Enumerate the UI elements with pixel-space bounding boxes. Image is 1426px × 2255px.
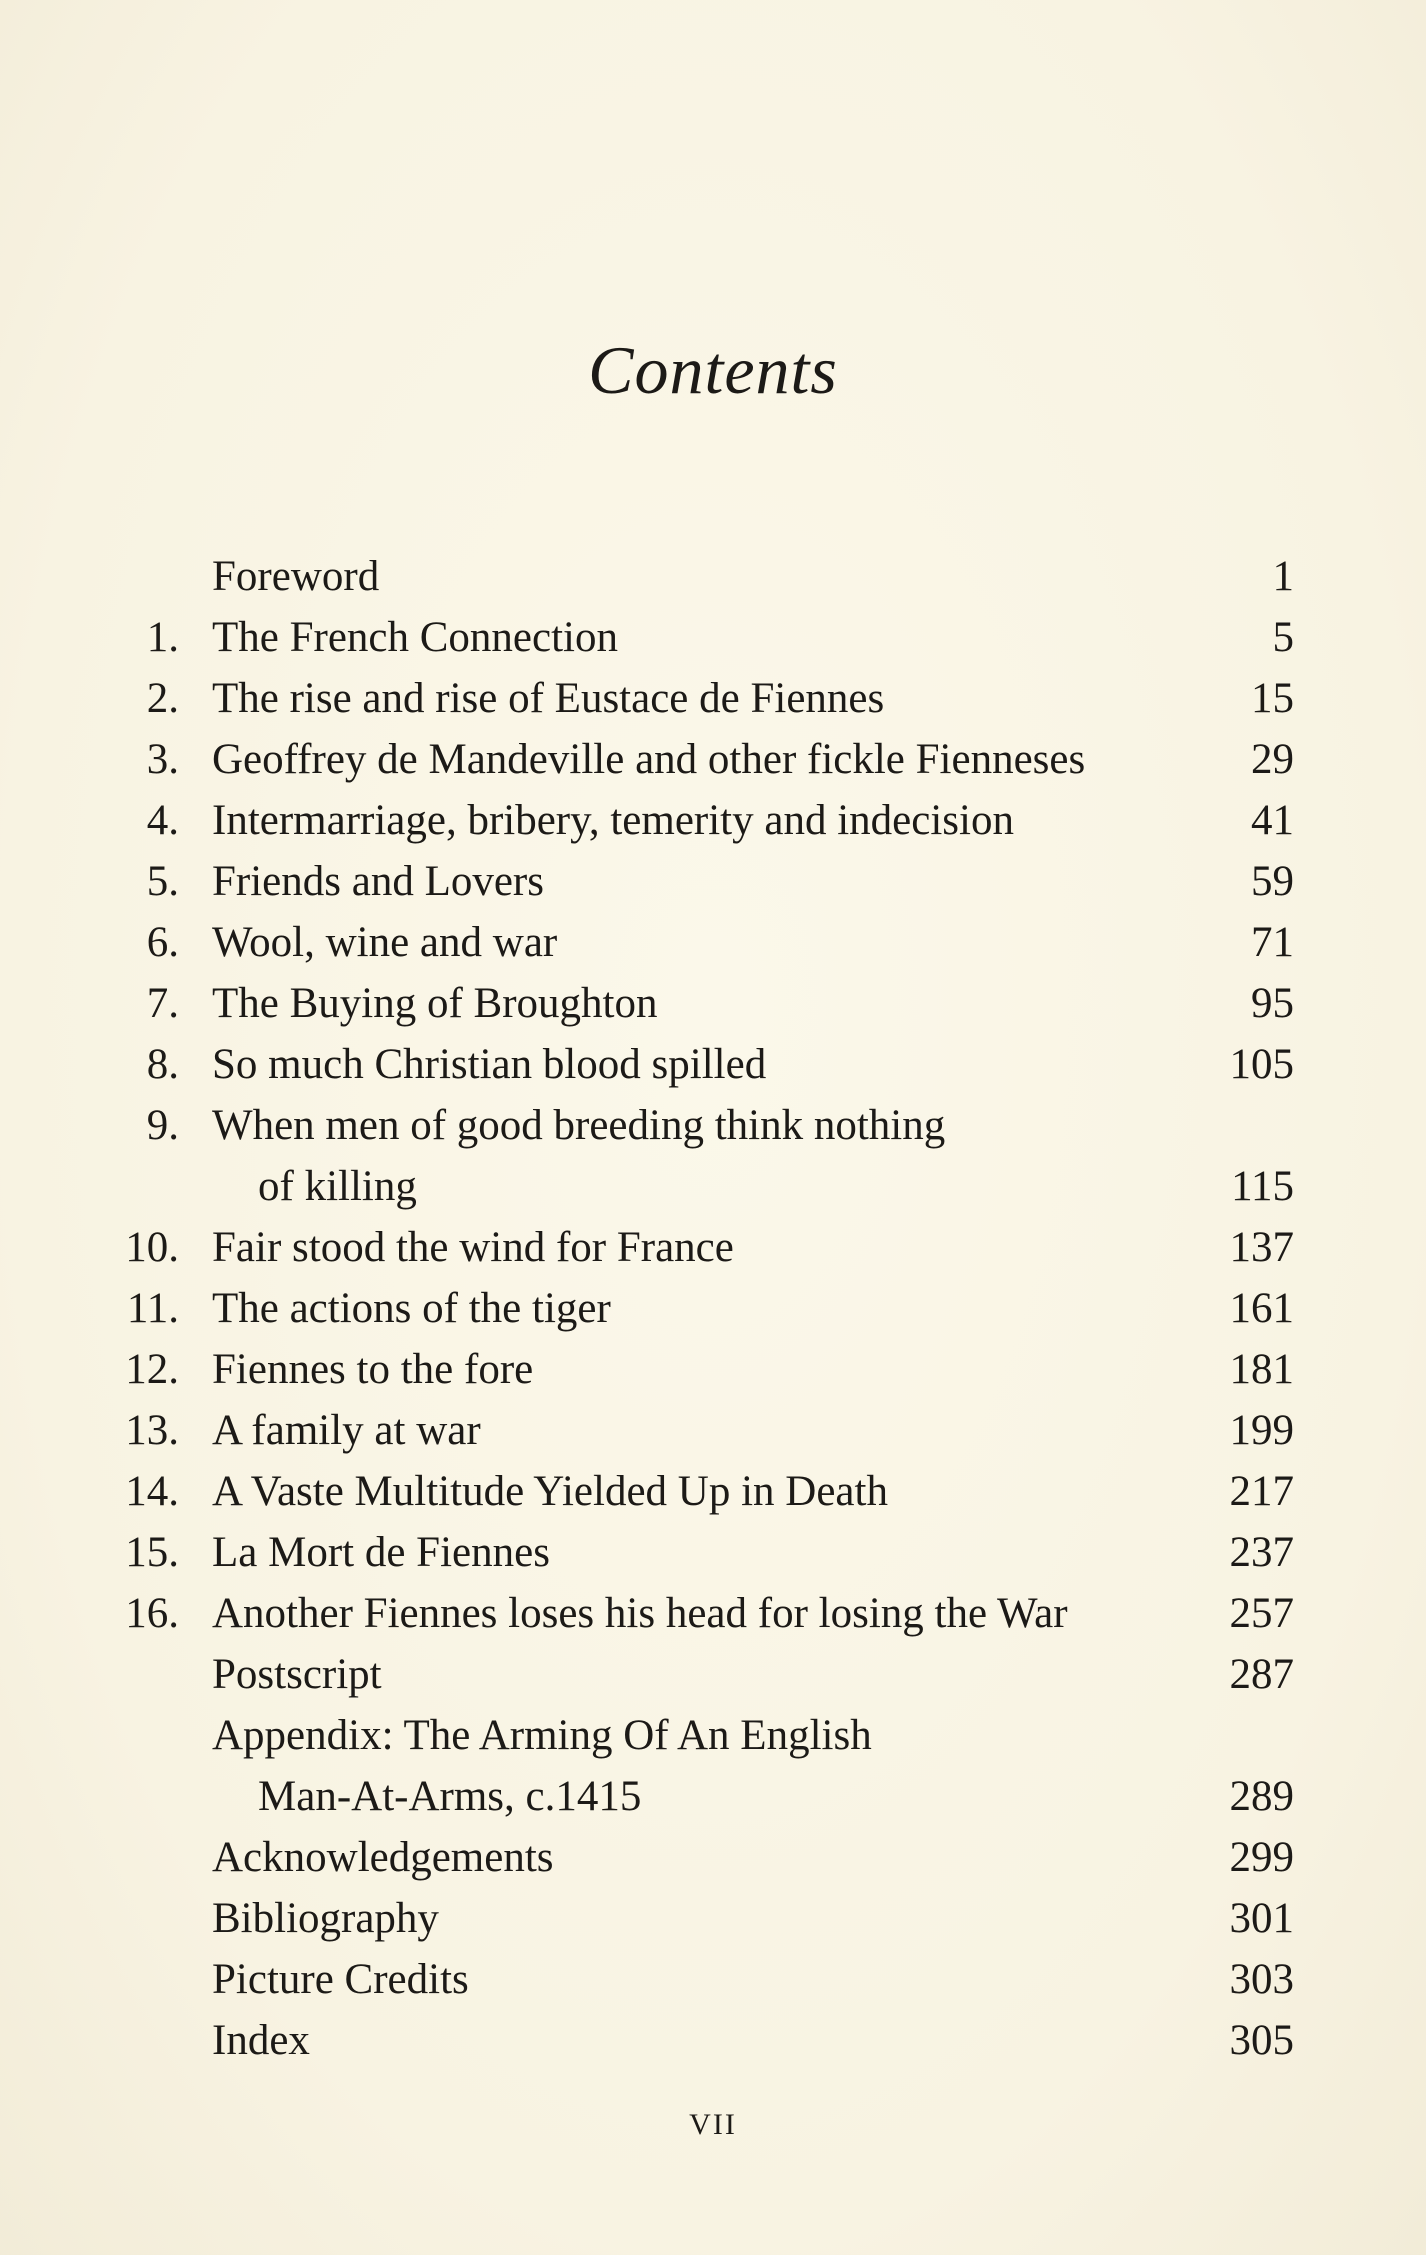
chapter-title: Foreword [212,553,380,600]
chapter-title: Index [212,2017,310,2064]
page-number: 105 [1229,1041,1294,1088]
chapter-number: 16. [125,1590,179,1637]
chapter-title: A family at war [212,1407,481,1454]
chapter-title: The rise and rise of Eustace de Fiennes [212,675,885,722]
page-number: 305 [1229,2017,1294,2064]
chapter-number: 10. [125,1224,179,1271]
page-number: 161 [1229,1285,1294,1332]
toc-entry [0,790,1426,851]
toc-entry [0,1034,1426,1095]
chapter-title: The French Connection [212,614,619,661]
chapter-title: La Mort de Fiennes [212,1529,550,1576]
page-number: 257 [1229,1590,1294,1637]
chapter-number: 13. [125,1407,179,1454]
chapter-number: 5. [146,858,179,905]
chapter-title: Bibliography [212,1895,439,1942]
toc-entry [0,1949,1426,2010]
toc-entry [0,1461,1426,1522]
page-number: 237 [1229,1529,1294,1576]
chapter-title: Postscript [212,1651,382,1698]
toc-entry [0,1827,1426,1888]
toc-entry [0,912,1426,973]
toc-entry [0,546,1426,607]
chapter-title: The actions of the tiger [212,1285,611,1332]
chapter-title: Fiennes to the fore [212,1346,534,1393]
page-title: Contents [588,332,838,408]
page-number: 5 [1272,614,1294,661]
page-number: 217 [1229,1468,1294,1515]
page-number: 289 [1229,1773,1294,1820]
toc-entry [0,1705,1426,1827]
toc-entry [0,973,1426,1034]
page-number: 199 [1229,1407,1294,1454]
toc-entry [0,1217,1426,1278]
chapter-title: Picture Credits [212,1956,469,2003]
chapter-title: Another Fiennes loses his head for losing the War [212,1590,1068,1637]
chapter-title: A Vaste Multitude Yielded Up in Death [212,1468,888,1515]
page-number: 29 [1251,736,1294,783]
page-number: 1 [1272,553,1294,600]
chapter-title: Appendix: The Arming Of An English Man-At-Arms, c.1415 [212,1705,872,1827]
toc-entry [0,1888,1426,1949]
chapter-title: Geoffrey de Mandeville and other fickle Fienneses [212,736,1086,783]
page-number: 287 [1229,1651,1294,1698]
chapter-number: 9. [146,1102,179,1149]
folio-page-number: VII [689,2108,737,2141]
chapter-number: 14. [125,1468,179,1515]
chapter-number: 6. [146,919,179,966]
toc-entry [0,1278,1426,1339]
chapter-title: Wool, wine and war [212,919,558,966]
toc-entry [0,607,1426,668]
chapter-title: Fair stood the wind for France [212,1224,734,1271]
chapter-title: Intermarriage, bribery, temerity and indecision [212,797,1014,844]
chapter-number: 12. [125,1346,179,1393]
page-number: 299 [1229,1834,1294,1881]
page-number: 301 [1229,1895,1294,1942]
chapter-number: 4. [146,797,179,844]
page-number: 71 [1251,919,1294,966]
toc-entry [0,1095,1426,1217]
page-number: 95 [1251,980,1294,1027]
chapter-number: 8. [146,1041,179,1088]
toc-entry [0,2010,1426,2071]
toc-entry [0,1339,1426,1400]
chapter-title: When men of good breeding think nothing of killing [212,1095,945,1217]
chapter-title-continuation: of killing [258,1163,417,1210]
chapter-number: 15. [125,1529,179,1576]
chapter-title: Acknowledgements [212,1834,554,1881]
chapter-number: 1. [146,614,179,661]
page-number: 181 [1229,1346,1294,1393]
toc-entry [0,851,1426,912]
page-number: 137 [1229,1224,1294,1271]
page-number: 115 [1231,1163,1294,1210]
page-number: 15 [1251,675,1294,722]
page-number: 59 [1251,858,1294,905]
toc-entry [0,1644,1426,1705]
toc-entry [0,1400,1426,1461]
chapter-number: 11. [126,1285,179,1332]
chapter-title-continuation: Man-At-Arms, c.1415 [258,1773,642,1820]
toc-entry [0,729,1426,790]
chapter-title: The Buying of Broughton [212,980,658,1027]
toc-entry [0,668,1426,729]
table-of-contents [0,546,1426,2071]
chapter-title: Friends and Lovers [212,858,544,905]
chapter-number: 2. [146,675,179,722]
page-number: 303 [1229,1956,1294,2003]
chapter-number: 3. [146,736,179,783]
chapter-number: 7. [146,980,179,1027]
toc-entry [0,1583,1426,1644]
toc-entry [0,1522,1426,1583]
page-number: 41 [1251,797,1294,844]
chapter-title: So much Christian blood spilled [212,1041,767,1088]
